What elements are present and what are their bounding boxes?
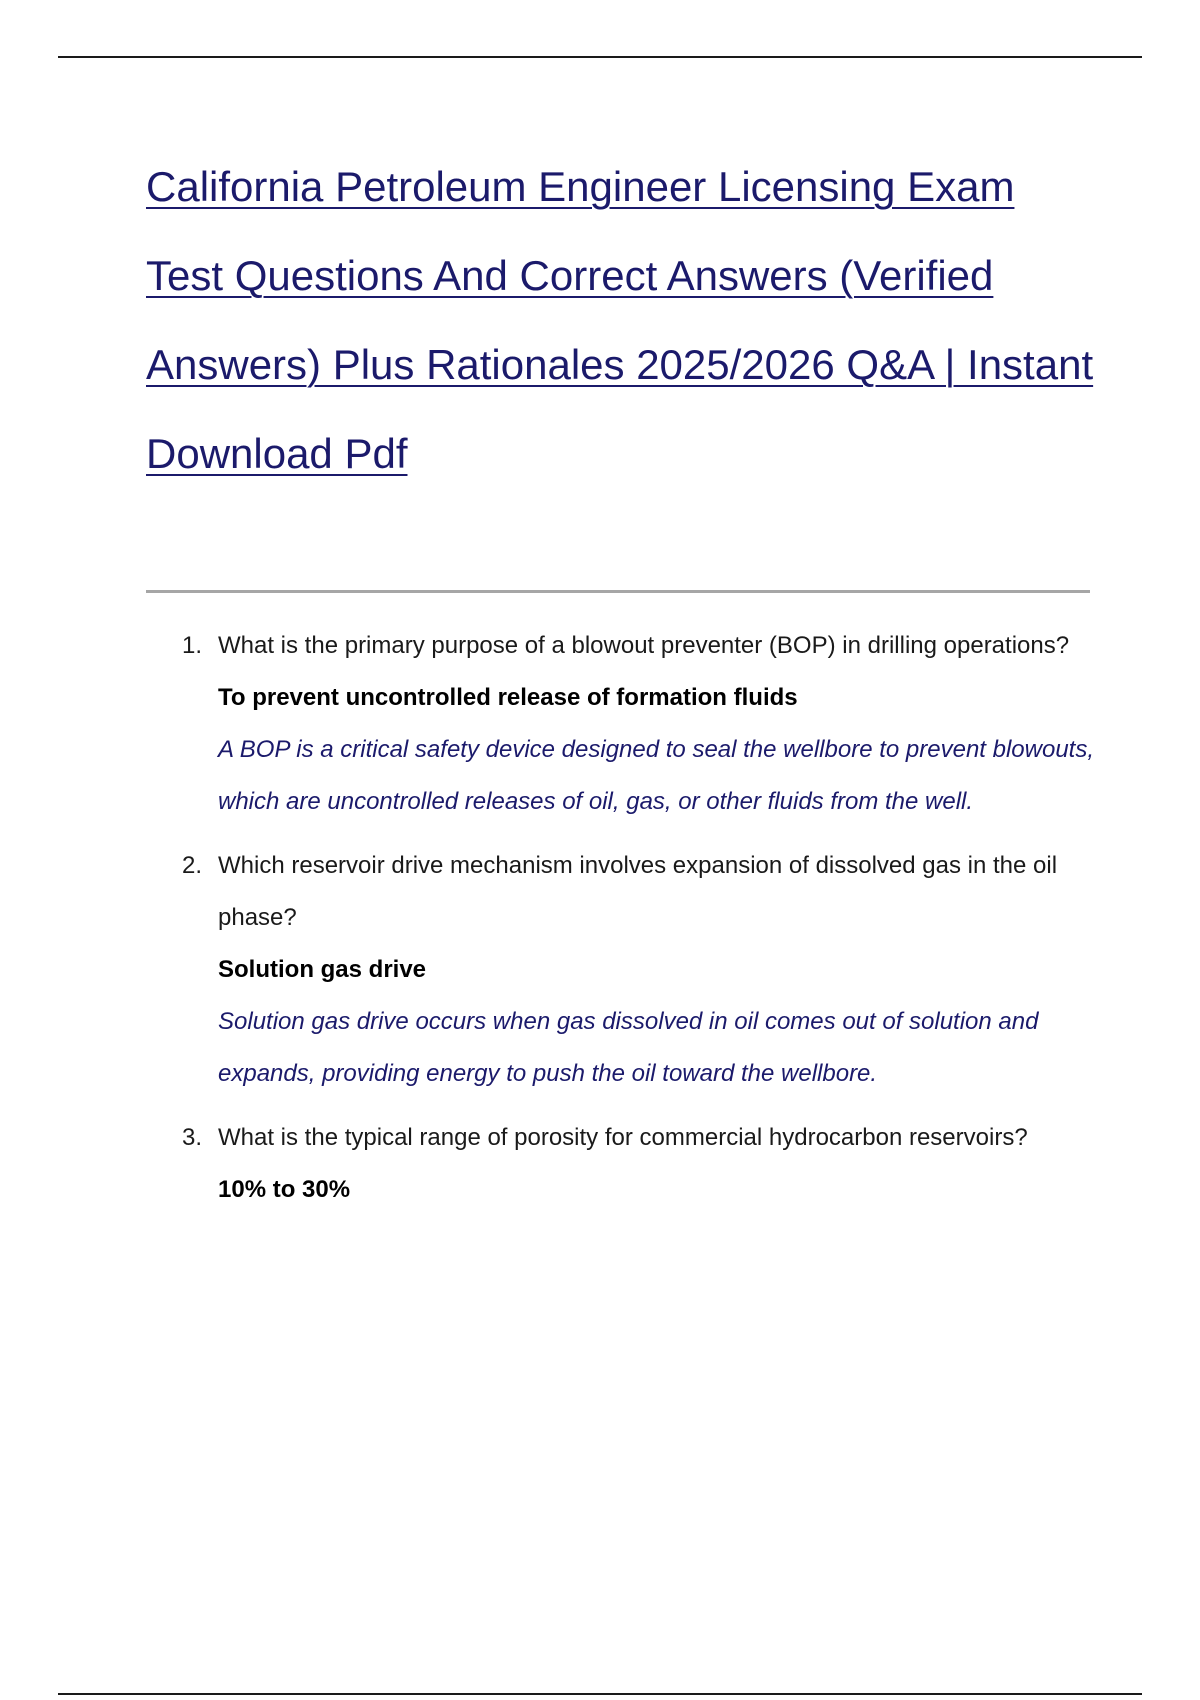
top-rule [58,56,1142,58]
question-item-2 [160,840,1100,1100]
answer-text: 10% to 30% [218,1176,351,1203]
answer-text: Solution gas drive [218,956,427,983]
rationale-text: Solution gas drive occurs when gas dissolved in oil comes out of solution and expands, providing energy to push the oil toward the wellbore. [218,1008,1039,1087]
question-text: What is the primary purpose of a blowout preventer (BOP) in drilling operations? [218,632,1070,659]
question-item-1 [160,620,1100,828]
bottom-rule [58,1693,1142,1695]
section-divider [146,590,1090,593]
answer-text: To prevent uncontrolled release of formation fluids [218,684,798,711]
question-text: What is the typical range of porosity for commercial hydrocarbon reservoirs? [218,1124,1028,1151]
document-title: California Petroleum Engineer Licensing Exam Test Questions And Correct Answers (Verified Answers) Plus Rationales 2025/2026 Q&A | Instant Download Pdf [146,163,1094,477]
question-number: 3. [182,1124,203,1151]
question-number: 1. [182,632,203,659]
question-number: 2. [182,852,203,879]
question-item-3 [160,1112,1100,1216]
rationale-text: A BOP is a critical safety device designed to seal the wellbore to prevent blowouts, which are uncontrolled releases of oil, gas, or other fluids from the well. [218,736,1095,815]
question-text: Which reservoir drive mechanism involves expansion of dissolved gas in the oil phase? [218,852,1058,931]
question-list [160,620,1100,1228]
